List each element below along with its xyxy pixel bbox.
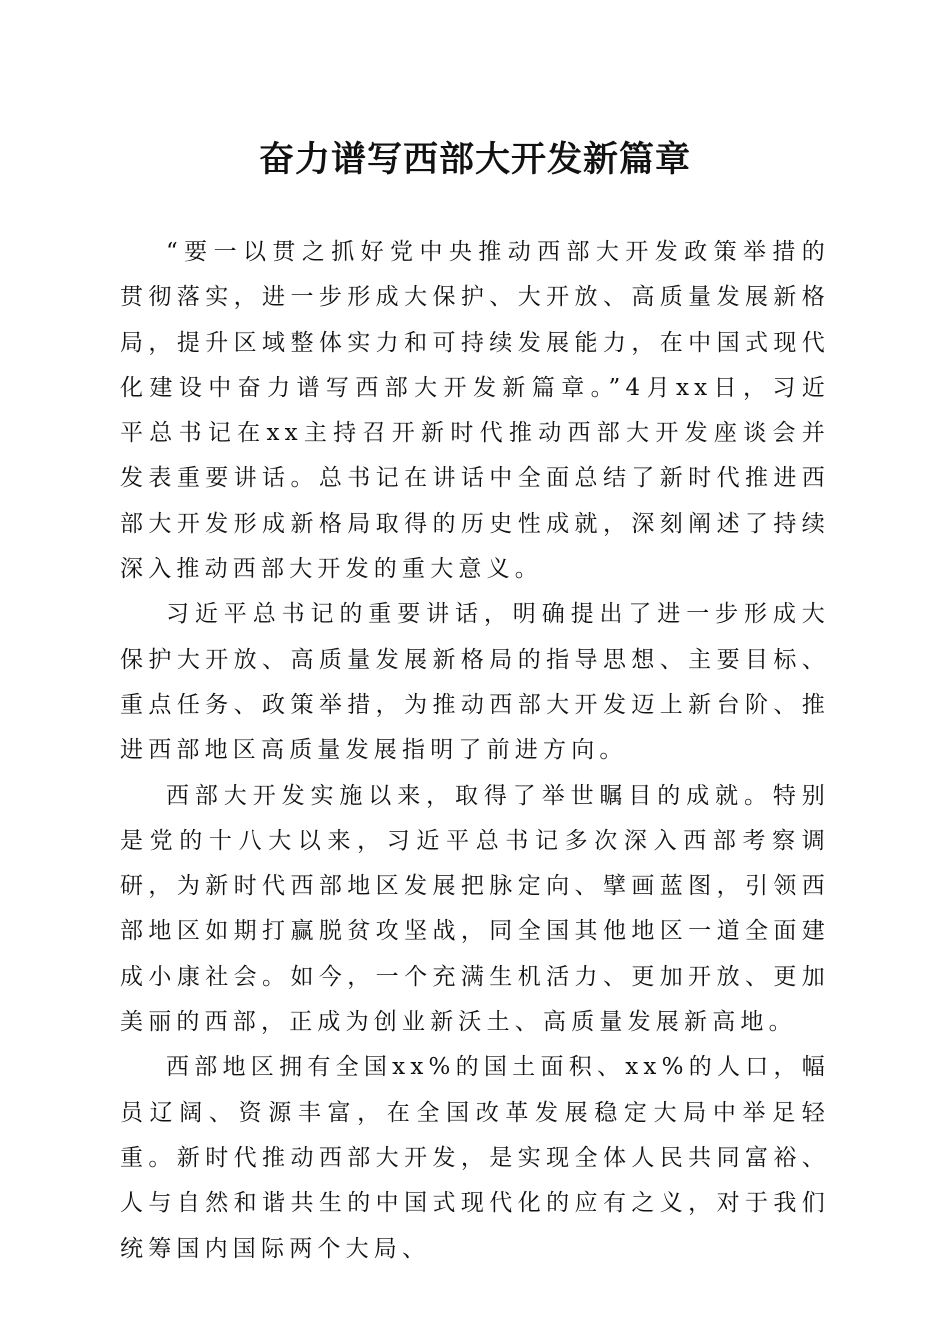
document-body <box>120 230 830 1272</box>
paragraph-2: 习近平总书记的重要讲话，明确提出了进一步形成大保护大开放、高质量发展新格局的指导思想、主要目标、重点任务、政策举措，为推动西部大开发迈上新台阶、推进西部地区高质量发展指明了前进方向。 <box>120 601 830 764</box>
paragraph-4: 西部地区拥有全国xx%的国土面积、xx%的人口，幅员辽阔、资源丰富，在全国改革发展稳定大局中举足轻重。新时代推动西部大开发，是实现全体人民共同富裕、人与自然和谐共生的中国式现代化的应有之义，对于我们统筹国内国际两个大局、 <box>120 1054 830 1262</box>
document-title: 奋力谱写西部大开发新篇章 <box>258 139 691 180</box>
paragraph-1: “要一以贯之抓好党中央推动西部大开发政策举措的贯彻落实，进一步形成大保护、大开放、高质量发展新格局，提升区域整体实力和可持续发展能力，在中国式现代化建设中奋力谱写西部大开发新篇章。”4月xx日，习近平总书记在xx主持召开新时代推动西部大开发座谈会并发表重要讲话。总书记在讲话中全面总结了新时代推进西部大开发形成新格局取得的历史性成就，深刻阐述了持续深入推动西部大开发的重大意义。 <box>120 239 830 583</box>
paragraph-3: 西部大开发实施以来，取得了举世瞩目的成就。特别是党的十八大以来，习近平总书记多次深入西部考察调研，为新时代西部地区发展把脉定向、擘画蓝图，引领西部地区如期打赢脱贫攻坚战，同全国其他地区一道全面建成小康社会。如今，一个充满生机活力、更加开放、更加美丽的西部，正成为创业新沃土、高质量发展新高地。 <box>120 782 830 1036</box>
